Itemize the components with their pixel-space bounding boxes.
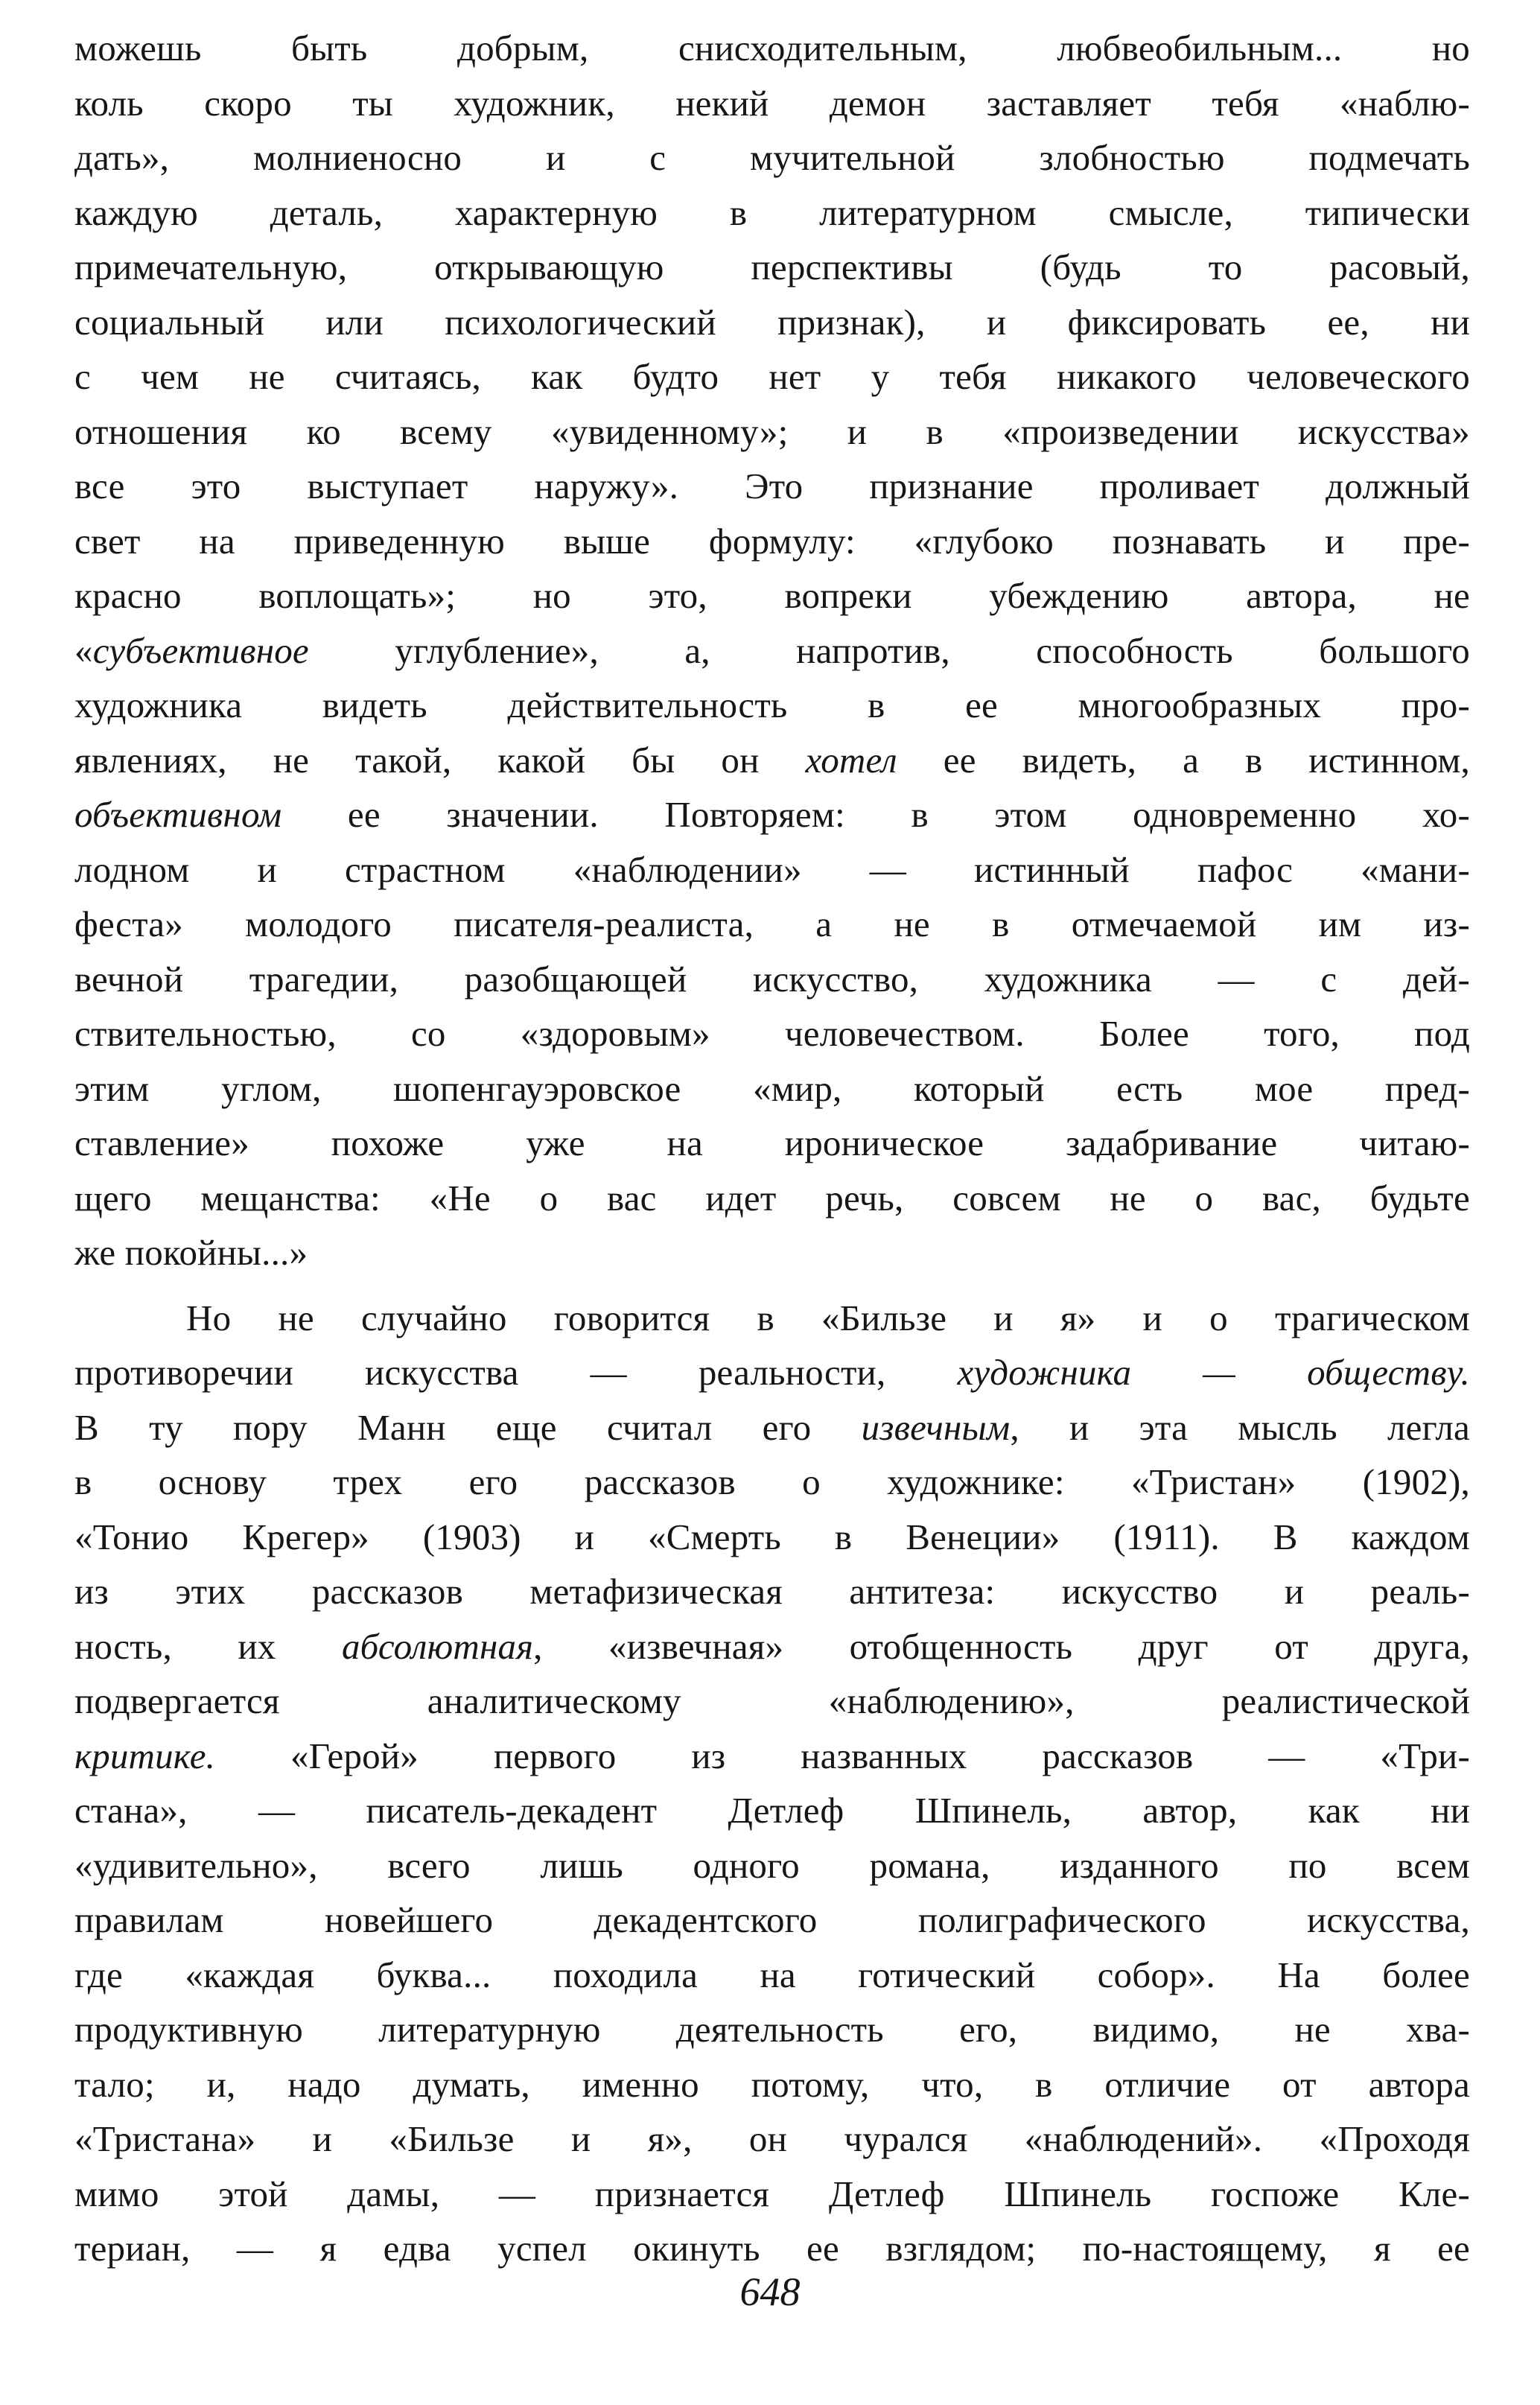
text-segment: красно воплощать»; но это, вопреки убеждению автора, не <box>74 575 1470 616</box>
text-segment: «Герой» первого из названных рассказов — «Три- <box>215 1735 1470 1776</box>
text-line <box>74 2221 1470 2276</box>
text-line <box>74 2167 1470 2222</box>
text-segment: социальный или психологический признак), и фиксировать ее, ни <box>74 301 1470 343</box>
text-segment: этим углом, шопенгауэровское «мир, который есть мое пред- <box>74 1067 1470 1109</box>
text-segment: явлениях, не такой, какой бы он <box>74 739 806 781</box>
text-segment: подвергается аналитическому «наблюдению», реалистической <box>74 1680 1470 1721</box>
text-segment: В ту пору Манн еще считал его <box>74 1406 862 1448</box>
text-segment: можешь быть добрым, снисходительным, любвеобильным... но <box>74 28 1470 69</box>
text-line <box>74 185 1470 241</box>
text-segment: из этих рассказов метафизическая антитеза: искусство и реаль- <box>74 1571 1470 1612</box>
text-segment: углубление», а, напротив, способность большого <box>308 629 1470 671</box>
text-segment: свет на приведенную выше формулу: «глубоко познавать и пре- <box>74 520 1470 562</box>
text-segment: щего мещанства: «Не о вас идет речь, совсем не о вас, будьте <box>74 1177 1470 1219</box>
text-line <box>74 349 1470 404</box>
text-segment: дать», молниеносно и с мучительной злобностью подмечать <box>74 137 1470 178</box>
italic-text: объективном <box>74 794 282 835</box>
text-line <box>74 733 1470 788</box>
text-segment: териан, — я едва успел окинуть ее взглядом; по-настоящему, я ее <box>74 2228 1470 2269</box>
text-segment: вечной трагедии, разобщающей искусство, художника — с дей- <box>74 958 1470 1000</box>
text-line <box>74 842 1470 897</box>
text-line <box>74 1061 1470 1116</box>
text-line <box>74 2057 1470 2112</box>
text-segment: феста» молодого писателя-реалиста, а не в отмечаемой им из- <box>74 903 1470 944</box>
text-segment: все это выступает наружу». Это признание проливает должный <box>74 466 1470 506</box>
text-segment: где «каждая буква... походила на готический собор». На более <box>74 1954 1470 1995</box>
text-line <box>74 1225 1470 1280</box>
text-segment: Но не случайно говорится в «Бильзе и я» и о трагическом <box>186 1297 1470 1338</box>
text-line <box>74 1455 1470 1510</box>
text-segment: ее значении. Повторяем: в этом одновременно хо- <box>281 794 1470 835</box>
italic-text: критике. <box>74 1735 216 1776</box>
text-line <box>74 1619 1470 1674</box>
italic-text: субъективное <box>92 629 309 671</box>
text-segment: продуктивную литературную деятельность его, видимо, не хва- <box>74 2009 1470 2050</box>
text-segment: же покойны...» <box>74 1232 308 1273</box>
italic-text: извечным <box>861 1406 1011 1448</box>
text-line <box>74 678 1470 733</box>
text-line <box>74 459 1470 514</box>
text-line <box>74 1291 1470 1346</box>
text-segment: в основу трех его рассказов о художнике: «Тристан» (1902), <box>74 1461 1470 1502</box>
text-segment: отношения ко всему «увиденному»; и в «произведении искусства» <box>74 410 1470 452</box>
text-segment: стана», — писатель-декадент Детлеф Шпинель, автор, как ни <box>74 1790 1470 1831</box>
text-line <box>74 1171 1470 1226</box>
text-segment: ее видеть, а в истинном, <box>897 739 1470 781</box>
text-segment: «Тристана» и «Бильзе и я», он чурался «наблюдений». «Проходя <box>74 2118 1470 2159</box>
text-line <box>74 897 1470 952</box>
text-segment: коль скоро ты художник, некий демон заставляет тебя «наблю- <box>74 82 1470 124</box>
text-line <box>74 1510 1470 1565</box>
text-line <box>74 952 1470 1007</box>
text-line <box>74 2112 1470 2167</box>
text-segment: , «извечная» отобщенность друг от друга, <box>533 1625 1470 1667</box>
text-line <box>74 1006 1470 1061</box>
text-segment: с чем не считаясь, как будто нет у тебя никакого человеческого <box>74 356 1470 397</box>
text-line <box>74 2002 1470 2057</box>
text-line <box>74 514 1470 569</box>
page-number: 648 <box>739 2269 801 2314</box>
text-segment: правилам новейшего декадентского полиграфического искусства, <box>74 1899 1470 1940</box>
text-line <box>74 1948 1470 2003</box>
text-segment: каждую деталь, характерную в литературном смысле, типически <box>74 191 1470 233</box>
text-line <box>74 1783 1470 1838</box>
text-line <box>74 568 1470 623</box>
text-line <box>74 1838 1470 1893</box>
text-line <box>74 404 1470 460</box>
text-line <box>74 240 1470 295</box>
text-line <box>74 1116 1470 1171</box>
text-line <box>74 787 1470 842</box>
text-segment: мимо этой дамы, — признается Детлеф Шпинель госпоже Кле- <box>74 2173 1470 2214</box>
text-line <box>74 1400 1470 1455</box>
text-segment: « <box>74 629 93 671</box>
text-line <box>74 1564 1470 1619</box>
body-text <box>74 21 1470 2276</box>
text-segment: тало; и, надо думать, именно потому, что, в отличие от автора <box>74 2063 1470 2105</box>
italic-text: художника — обществу. <box>957 1352 1470 1393</box>
text-line <box>74 1893 1470 1948</box>
italic-text: хотел <box>805 739 897 781</box>
text-segment: ствительностью, со «здоровым» человечеством. Более того, под <box>74 1013 1470 1054</box>
text-segment: , и эта мысль легла <box>1010 1406 1470 1448</box>
text-line <box>74 1729 1470 1784</box>
text-line <box>74 623 1470 679</box>
text-segment: художника видеть действительность в ее многообразных про- <box>74 684 1470 725</box>
text-segment: лодном и страстном «наблюдении» — истинный пафос «мани- <box>74 848 1470 890</box>
text-segment: примечательную, открывающую перспективы (будь то расовый, <box>74 247 1470 287</box>
text-line <box>74 130 1470 185</box>
text-segment: «удивительно», всего лишь одного романа, изданного по всем <box>74 1844 1470 1886</box>
text-segment: ставление» похоже уже на ироническое задабривание читаю- <box>74 1122 1470 1163</box>
italic-text: абсолютная <box>341 1625 534 1667</box>
text-line <box>74 1674 1470 1729</box>
text-segment: противоречии искусства — реальности, <box>74 1352 958 1393</box>
text-segment: «Тонио Крегер» (1903) и «Смерть в Венеции» (1911). В каждом <box>74 1516 1470 1557</box>
text-line <box>74 76 1470 131</box>
text-line <box>74 295 1470 350</box>
text-segment: ность, их <box>74 1625 342 1667</box>
text-line <box>74 1345 1470 1400</box>
text-line <box>74 21 1470 76</box>
